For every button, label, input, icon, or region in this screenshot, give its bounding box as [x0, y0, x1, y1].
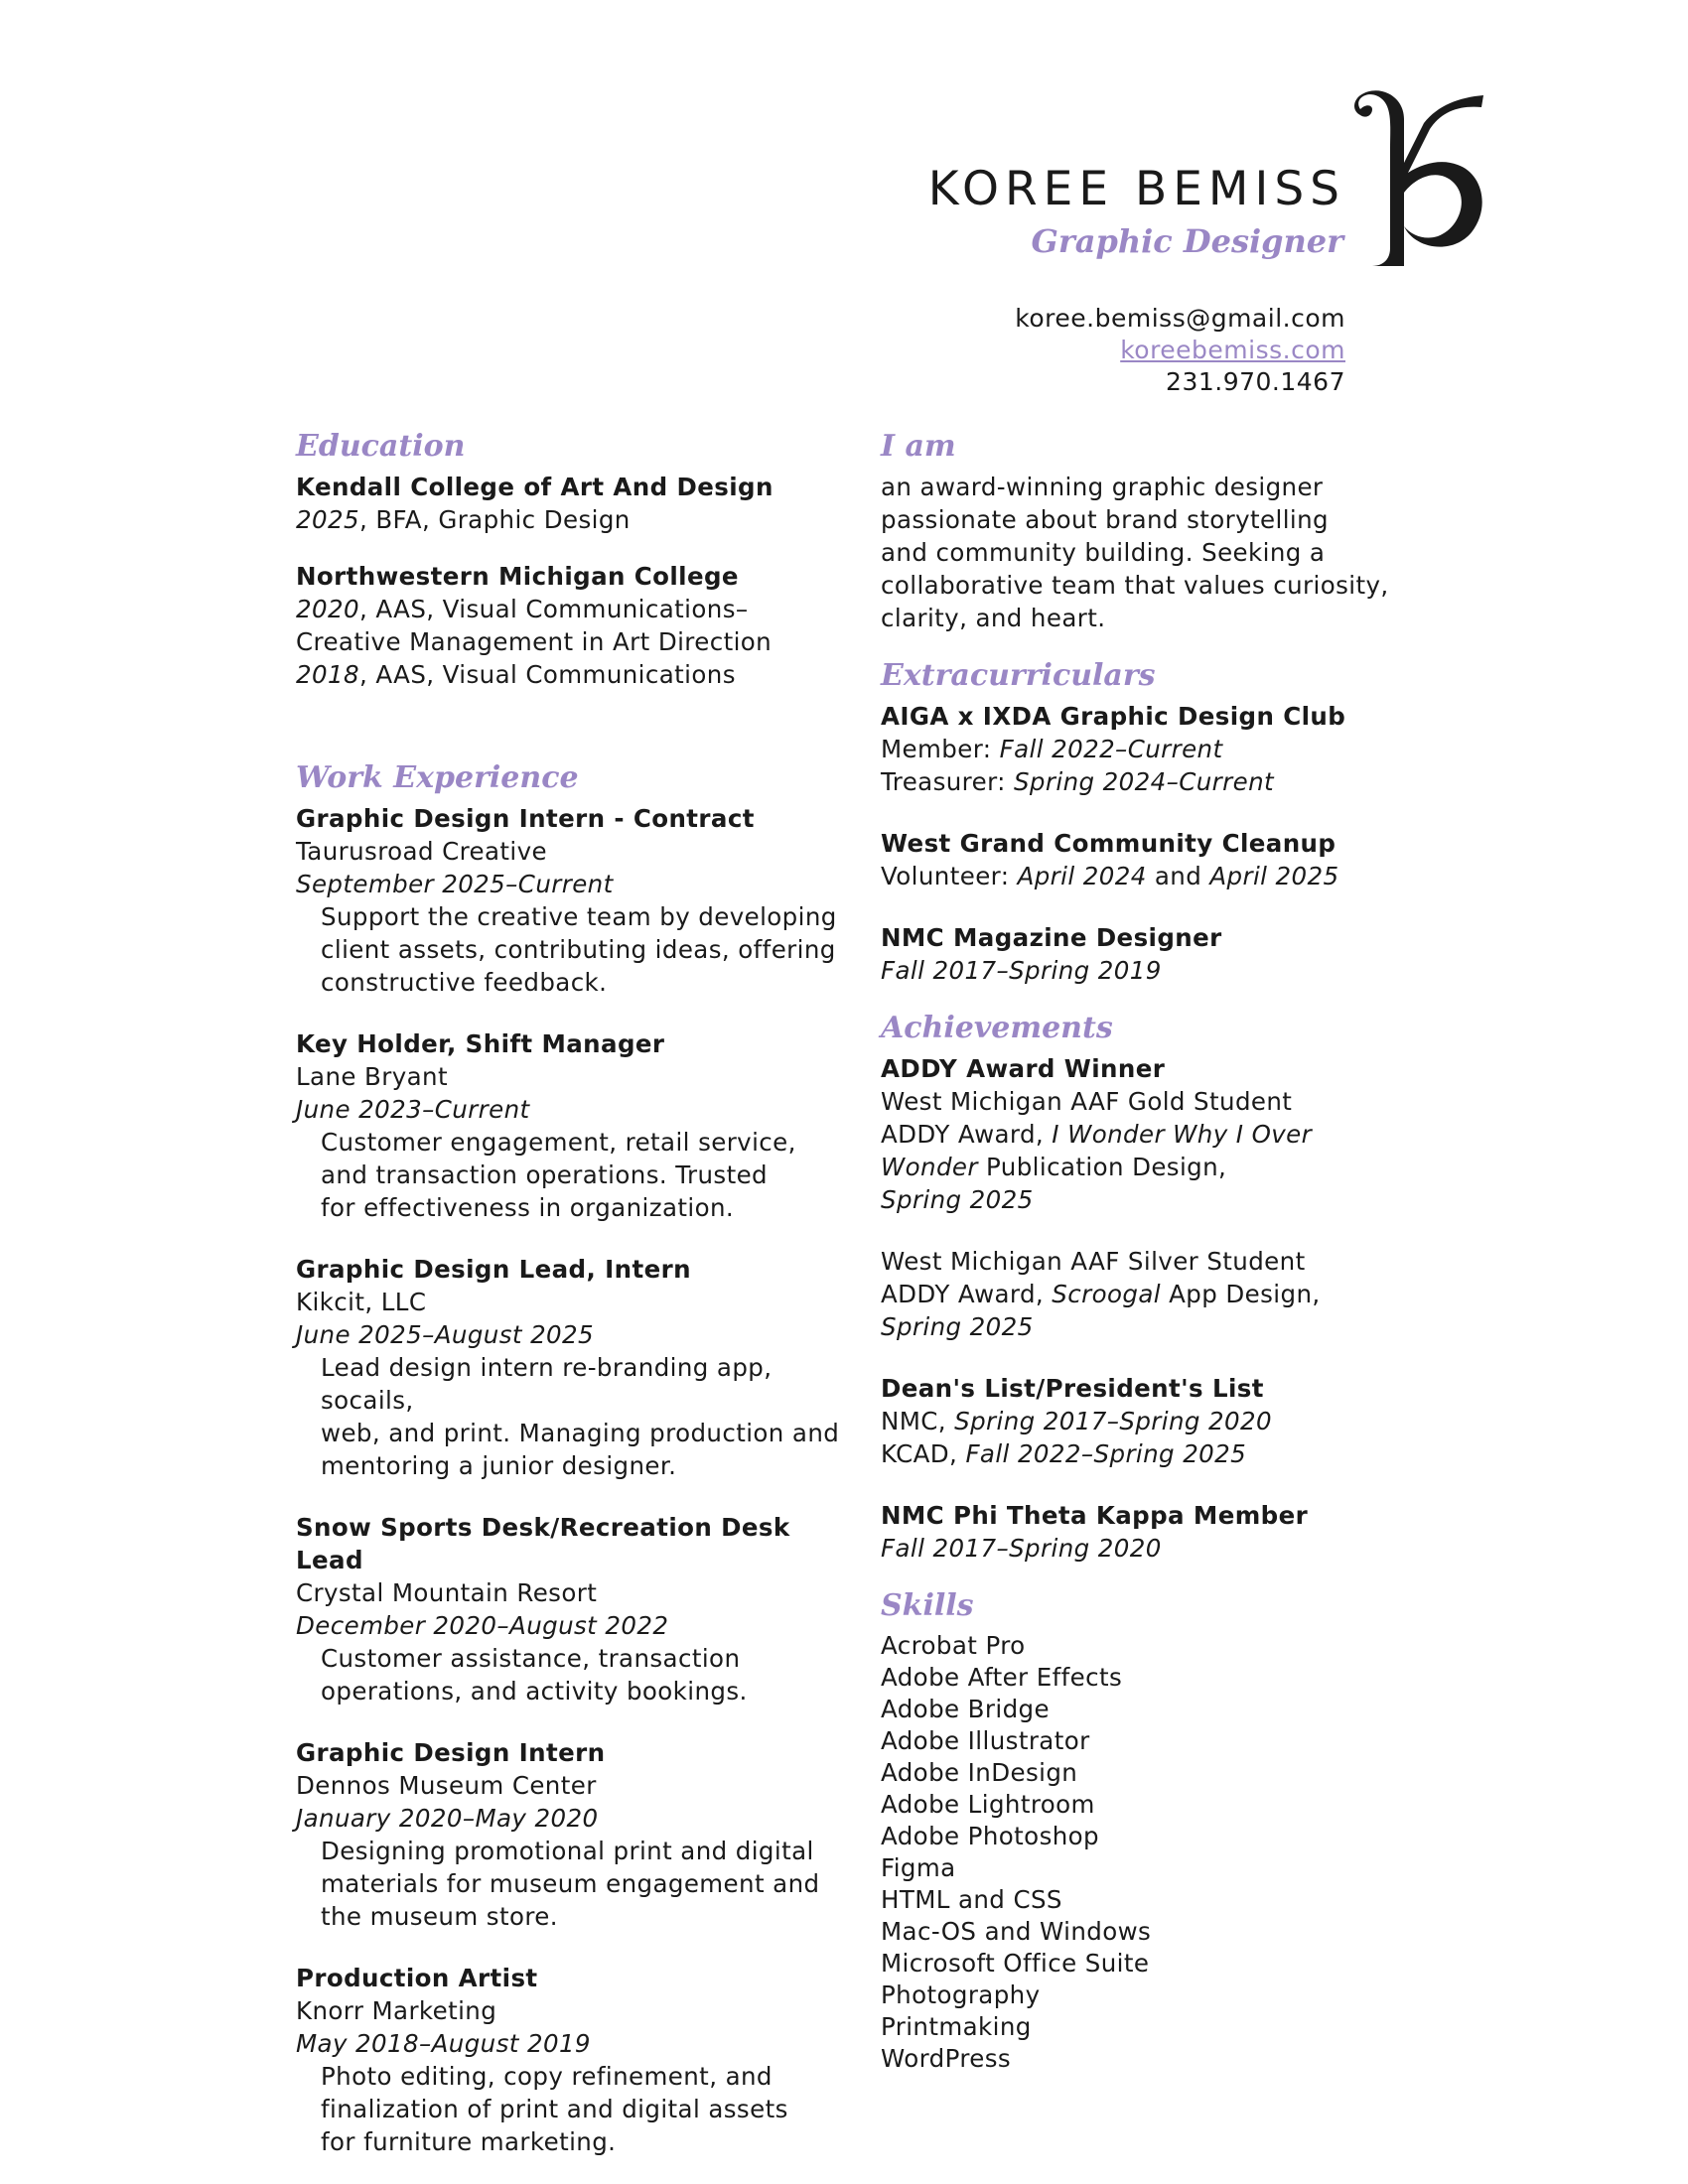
job-description: finalization of print and digital assets [321, 2095, 788, 2123]
job-description: and transaction operations. Trusted [321, 1160, 768, 1189]
work-experience-heading: Work Experience [296, 760, 579, 795]
job-entry [296, 1253, 852, 1482]
work-experience-list [296, 802, 852, 2158]
school-name: Northwestern Michigan College [296, 562, 739, 591]
job-entry [296, 1962, 852, 2158]
left-column [296, 427, 852, 2158]
job-description: Support the creative team by developing [321, 902, 837, 931]
skill-item: Printmaking [881, 2012, 1032, 2041]
right-column [881, 427, 1397, 2075]
job-dates: June 2023–Current [296, 1095, 530, 1124]
education-entry [296, 471, 852, 536]
job-dates: May 2018–August 2019 [296, 2029, 591, 2058]
extracurricular-entry: NMC Magazine Designer Fall 2017–Spring 2019 [881, 923, 1222, 985]
degree-line: 2018, AAS, Visual Communications [296, 660, 736, 689]
skill-item: Photography [881, 1980, 1041, 2009]
job-description: materials for museum engagement and [321, 1869, 820, 1898]
skill-item: Adobe Bridge [881, 1695, 1050, 1723]
company-name: Kikcit, LLC [296, 1288, 427, 1316]
job-entry [296, 802, 852, 999]
achievement-entry: NMC Phi Theta Kappa Member Fall 2017–Spring 2020 [881, 1501, 1309, 1563]
degree-line: 2025, BFA, Graphic Design [296, 505, 631, 534]
skill-item: Acrobat Pro [881, 1631, 1026, 1660]
skill-item: Adobe After Effects [881, 1663, 1123, 1692]
job-description: client assets, contributing ideas, offering [321, 935, 836, 964]
company-name: Lane Bryant [296, 1062, 448, 1091]
achievement-entry: West Michigan AAF Silver Student ADDY Award, Scroogal App Design, Spring 2025 [881, 1247, 1321, 1341]
job-description: Photo editing, copy refinement, and [321, 2062, 773, 2091]
job-description: Lead design intern re-branding app, socails, [321, 1353, 773, 1415]
job-dates: September 2025–Current [296, 870, 614, 898]
applicant-name: KOREE BEMISS [927, 162, 1345, 216]
company-name: Knorr Marketing [296, 1996, 497, 2025]
job-title: Graphic Design Intern - Contract [296, 804, 755, 833]
monogram-logo-icon [1342, 89, 1501, 268]
skill-item: Microsoft Office Suite [881, 1949, 1150, 1978]
extracurricular-entry: AIGA x IXDA Graphic Design Club Member: Fall 2022–Current Treasurer: Spring 2024–Current [881, 702, 1346, 796]
job-description: constructive feedback. [321, 968, 608, 997]
job-title: Graphic Design Intern [296, 1738, 606, 1767]
skill-item: Adobe Lightroom [881, 1790, 1095, 1819]
contact-info [1015, 303, 1345, 398]
job-title: Key Holder, Shift Manager [296, 1029, 665, 1058]
skills-heading: Skills [881, 1588, 974, 1623]
job-description: Customer engagement, retail service, [321, 1128, 796, 1157]
job-title: Graphic Designer [1031, 222, 1343, 260]
skill-item: WordPress [881, 2044, 1012, 2073]
company-name: Taurusroad Creative [296, 837, 548, 866]
degree-line: 2020, AAS, Visual Communications– [296, 595, 749, 623]
skill-item: Mac-OS and Windows [881, 1917, 1152, 1946]
skill-item: Figma [881, 1853, 956, 1882]
job-title: Production Artist [296, 1964, 538, 1992]
extracurriculars-heading: Extracurriculars [881, 658, 1156, 693]
school-name: Kendall College of Art And Design [296, 473, 774, 501]
skills-list [881, 1630, 1397, 2075]
job-description: Customer assistance, transaction [321, 1644, 741, 1673]
job-description: for furniture marketing. [321, 2127, 617, 2156]
job-description: operations, and activity bookings. [321, 1677, 748, 1706]
job-title: Snow Sports Desk/Recreation Desk Lead [296, 1513, 790, 1574]
website-link[interactable]: koreebemiss.com [1120, 336, 1345, 364]
skill-item: Adobe InDesign [881, 1758, 1078, 1787]
skill-item: Adobe Illustrator [881, 1726, 1090, 1755]
skill-item: Adobe Photoshop [881, 1822, 1100, 1850]
extracurricular-entry: West Grand Community Cleanup Volunteer: April 2024 and April 2025 [881, 829, 1339, 890]
job-entry [296, 1736, 852, 1933]
degree-line: Creative Management in Art Direction [296, 627, 773, 656]
education-entry [296, 560, 852, 691]
achievement-entry: ADDY Award Winner West Michigan AAF Gold Student ADDY Award, I Wonder Why I Over Wonder Publication Design, Spring 2025 [881, 1054, 1313, 1214]
about-text: an award-winning graphic designer passionate about brand storytelling and community building. Seeking a collaborative team that values curiosity, clarity, and heart. [881, 473, 1389, 632]
job-description: mentoring a junior designer. [321, 1451, 677, 1480]
achievement-entry: Dean's List/President's List NMC, Spring 2017–Spring 2020 KCAD, Fall 2022–Spring 2025 [881, 1374, 1273, 1468]
achievements-heading: Achievements [881, 1011, 1113, 1045]
job-dates: June 2025–August 2025 [296, 1320, 595, 1349]
job-description: Designing promotional print and digital [321, 1837, 814, 1865]
job-dates: December 2020–August 2022 [296, 1611, 669, 1640]
company-name: Dennos Museum Center [296, 1771, 597, 1800]
job-description: web, and print. Managing production and [321, 1419, 840, 1447]
email-address[interactable]: koree.bemiss@gmail.com [1015, 304, 1345, 333]
job-entry [296, 1511, 852, 1707]
education-heading: Education [296, 429, 466, 464]
job-dates: January 2020–May 2020 [296, 1804, 599, 1833]
company-name: Crystal Mountain Resort [296, 1578, 598, 1607]
phone-number: 231.970.1467 [1166, 367, 1345, 396]
job-description: the museum store. [321, 1902, 558, 1931]
about-heading: I am [881, 429, 956, 464]
job-title: Graphic Design Lead, Intern [296, 1255, 691, 1284]
skill-item: HTML and CSS [881, 1885, 1062, 1914]
job-description: for effectiveness in organization. [321, 1193, 735, 1222]
job-entry [296, 1027, 852, 1224]
